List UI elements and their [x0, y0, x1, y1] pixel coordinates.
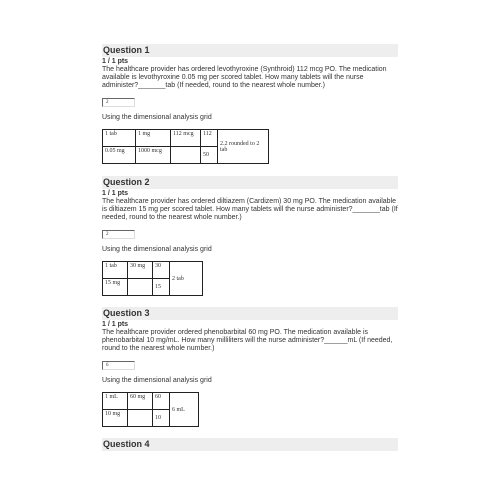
question-1 — [102, 44, 398, 164]
grid-cell: 0.05 mg — [103, 147, 136, 164]
grid-cell — [128, 279, 153, 296]
question-text: The healthcare provider has ordered levothyroxine (Synthroid) 112 mcg PO. The medication available is levothyroxine 0.05 mg per scored tablet. How many tablets will the nurse administer?_______tab (If needed, round to the nearest whole number.) — [102, 66, 387, 89]
question-points: 1 / 1 pts — [102, 321, 129, 328]
question-3 — [102, 307, 398, 427]
grid-cell: 15 — [153, 279, 170, 296]
grid-cell — [171, 147, 201, 164]
answer-input[interactable]: 2 — [102, 230, 135, 239]
grid-cell: 10 — [153, 410, 170, 427]
grid-label: Using the dimensional analysis grid — [102, 246, 212, 253]
dimensional-analysis-grid — [102, 392, 199, 427]
question-title: Question 4 — [102, 438, 398, 451]
grid-cell: 1 tab — [103, 130, 136, 147]
grid-label: Using the dimensional analysis grid — [102, 377, 212, 384]
question-title: Question 1 — [102, 44, 398, 57]
question-title: Question 3 — [102, 307, 398, 320]
question-title: Question 2 — [102, 176, 398, 189]
grid-cell: 1 mg — [136, 130, 171, 147]
question-points: 1 / 1 pts — [102, 58, 129, 65]
grid-cell: 15 mg — [103, 279, 128, 296]
answer-input[interactable]: 6 — [102, 361, 135, 370]
grid-cell — [128, 410, 153, 427]
question-points: 1 / 1 pts — [102, 190, 129, 197]
grid-cell: 50 — [201, 147, 218, 164]
grid-cell: 30 — [153, 262, 170, 279]
question-text: The healthcare provider has ordered diltiazem (Cardizem) 30 mg PO. The medication available is diltiazem 15 mg per scored tablet. How many tablets will the nurse administer?_______tab (If needed, round to the nearest whole number.) — [102, 198, 398, 221]
dimensional-analysis-grid — [102, 261, 203, 296]
grid-cell: 10 mg — [103, 410, 128, 427]
grid-cell: 60 mg — [128, 393, 153, 410]
grid-result: 2 tab — [170, 262, 203, 296]
grid-cell: 30 mg — [128, 262, 153, 279]
grid-cell: 112 mcg — [171, 130, 201, 147]
grid-cell: 1000 mcg — [136, 147, 171, 164]
grid-label: Using the dimensional analysis grid — [102, 114, 212, 121]
grid-cell: 112 — [201, 130, 218, 147]
grid-cell: 1 mL — [103, 393, 128, 410]
question-2 — [102, 176, 398, 296]
grid-cell: 60 — [153, 393, 170, 410]
question-text: The healthcare provider ordered phenobarbital 60 mg PO. The medication available is phenobarbital 10 mg/mL. How many milliliters will the nurse administer?______mL (If needed, round to the nearest whole number.) — [102, 329, 393, 352]
grid-result: 6 mL — [170, 393, 199, 427]
answer-input[interactable]: 2 — [102, 98, 135, 107]
grid-cell: 1 tab — [103, 262, 128, 279]
dimensional-analysis-grid — [102, 129, 269, 164]
grid-result: 2.2 rounded to 2 tab — [218, 130, 269, 164]
question-4 — [102, 438, 398, 451]
